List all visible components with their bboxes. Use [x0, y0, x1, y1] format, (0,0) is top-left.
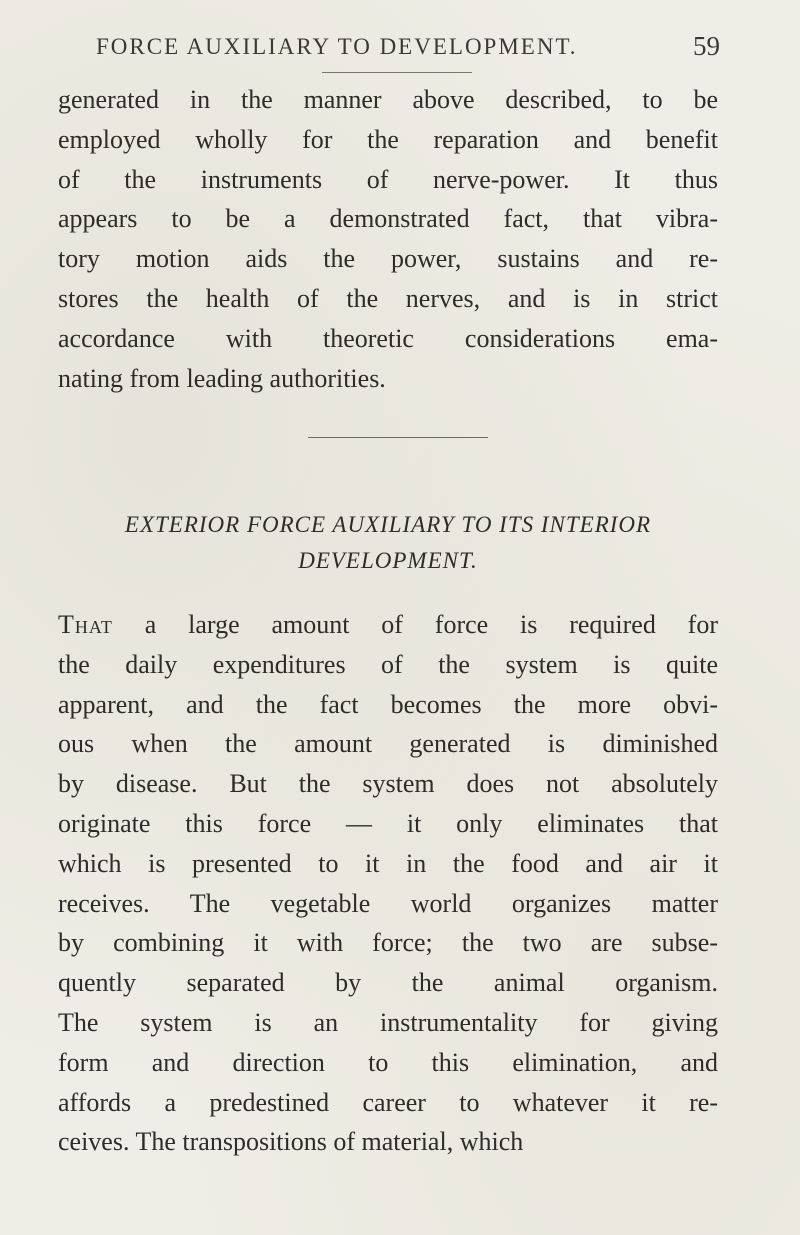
text-line: which is presented to it in the food and air it: [58, 848, 718, 878]
text-line: generated in the manner above described, to be: [58, 85, 718, 114]
text-line: affords a predestined career to whatever it re-: [58, 1087, 718, 1117]
text-line: apparent, and the fact becomes the more obvi-: [58, 689, 718, 719]
text-line: employed wholly for the reparation and benefit: [58, 124, 718, 154]
text-line: ous when the amount generated is diminished: [58, 729, 718, 759]
text-line: The system is an instrumentality for giving: [58, 1007, 718, 1037]
section-title-line-1: EXTERIOR FORCE AUXILIARY TO ITS INTERIOR: [124, 512, 652, 537]
drop-word: That: [58, 610, 113, 639]
text-line: by disease. But the system does not absolutely: [58, 769, 718, 799]
text-line-first: [58, 605, 718, 645]
text-line: ceives. The transpositions of material, which: [58, 1127, 524, 1157]
text-line: quently separated by the animal organism.: [58, 968, 718, 998]
text-line: appears to be a demonstrated fact, that vibra-: [58, 204, 718, 234]
paragraph-1: [58, 80, 718, 398]
text-line: nating from leading authorities.: [58, 363, 386, 393]
text-line: tory motion aids the power, sustains and re-: [58, 244, 718, 274]
section-rule: [308, 437, 488, 438]
running-head: [96, 31, 720, 68]
text-line: of the instruments of nerve-power. It thus: [58, 164, 718, 194]
text-line: by combining it with force; the two are subse-: [58, 928, 718, 958]
section-title: [58, 507, 718, 579]
first-line-rest: a large amount of force is required for: [112, 610, 718, 639]
text-line: form and direction to this elimination, and: [58, 1047, 718, 1077]
section-title-line-2: DEVELOPMENT.: [298, 548, 478, 573]
paragraph-2: [58, 605, 718, 1162]
text-line: receives. The vegetable world organizes matter: [58, 888, 718, 918]
text-line: originate this force — it only eliminates that: [58, 808, 718, 838]
text-line: the daily expenditures of the system is quite: [58, 649, 718, 679]
top-rule: [322, 72, 472, 73]
running-head-title: FORCE AUXILIARY TO DEVELOPMENT.: [96, 34, 578, 59]
text-line: accordance with theoretic considerations ema-: [58, 323, 718, 353]
page-number: 59: [693, 31, 720, 61]
text-line: stores the health of the nerves, and is in strict: [58, 283, 718, 313]
